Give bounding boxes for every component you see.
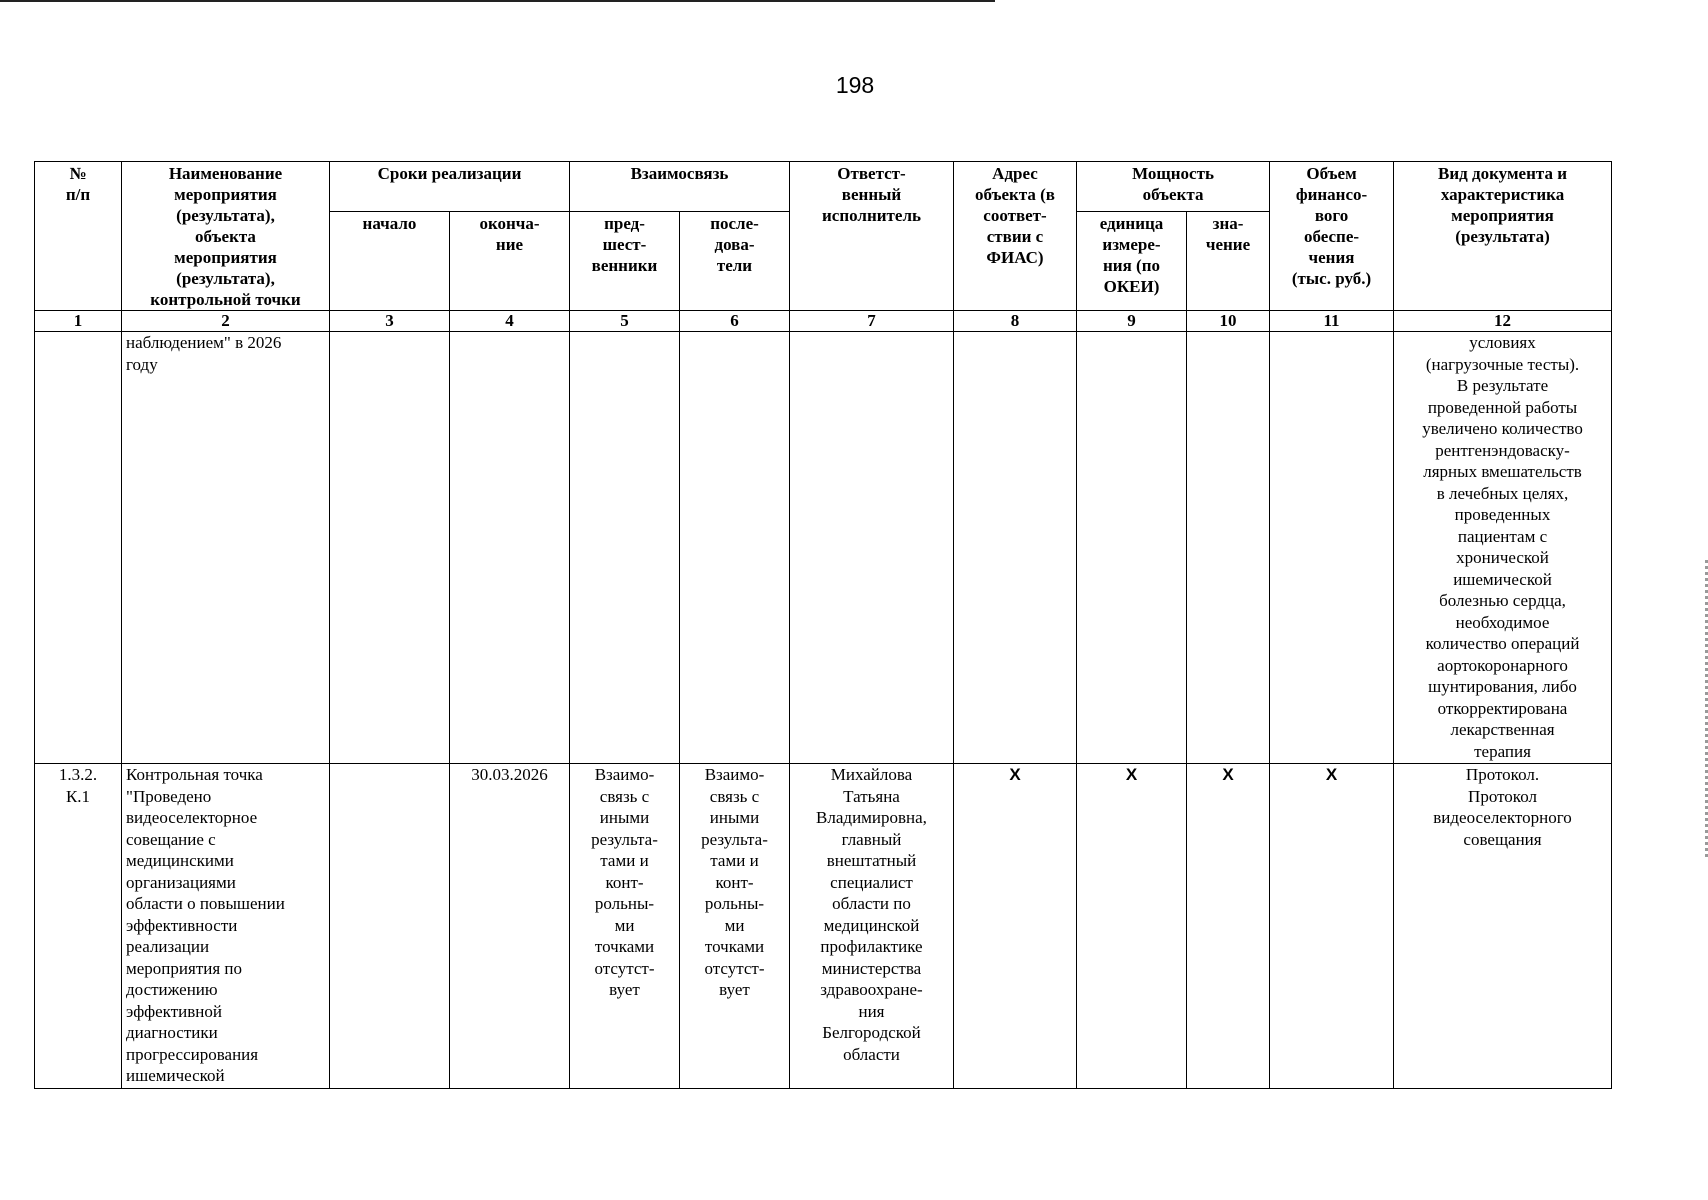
header-capacity: Мощность объекта bbox=[1077, 162, 1270, 212]
cell-responsible bbox=[790, 332, 954, 764]
header-name: Наименование мероприятия (результата), объекта мероприятия (результата), контрольной точки bbox=[122, 162, 330, 311]
header-terms-end: оконча- ние bbox=[450, 212, 570, 311]
cell-unit: X bbox=[1077, 764, 1187, 1089]
cell-start bbox=[330, 332, 450, 764]
column-number: 5 bbox=[570, 311, 680, 332]
column-number: 11 bbox=[1270, 311, 1394, 332]
cell-value bbox=[1187, 332, 1270, 764]
cell-address: X bbox=[954, 764, 1077, 1089]
header-finance: Объем финансо- вого обеспе- чения (тыс. руб.) bbox=[1270, 162, 1394, 311]
header-capacity-unit: единица измере- ния (по ОКЕИ) bbox=[1077, 212, 1187, 311]
header-terms-start: начало bbox=[330, 212, 450, 311]
header-responsible: Ответст- венный исполнитель bbox=[790, 162, 954, 311]
cell-end bbox=[450, 332, 570, 764]
cell-name: Контрольная точка "Проведено видеоселекторное совещание с медицинскими организациями области о повышении эффективности реализации мероприятия по достижению эффективной диагностики прогрессирования ишемической bbox=[122, 764, 330, 1089]
table-row-continuation bbox=[35, 332, 1612, 764]
cell-unit bbox=[1077, 332, 1187, 764]
cell-responsible: Михайлова Татьяна Владимировна, главный внештатный специалист области по медицинской профилактике министерства здравоохране- ния Белгородской области bbox=[790, 764, 954, 1089]
column-number: 10 bbox=[1187, 311, 1270, 332]
cell-finance bbox=[1270, 332, 1394, 764]
cell-start bbox=[330, 764, 450, 1089]
cell-pred bbox=[570, 332, 680, 764]
column-number: 12 bbox=[1394, 311, 1612, 332]
column-number: 1 bbox=[35, 311, 122, 332]
cell-post bbox=[680, 332, 790, 764]
table-row-control-point bbox=[35, 764, 1612, 1089]
column-number: 6 bbox=[680, 311, 790, 332]
header-address: Адрес объекта (в соответ- ствии с ФИАС) bbox=[954, 162, 1077, 311]
header-relation-pred: пред- шест- венники bbox=[570, 212, 680, 311]
header-num: № п/п bbox=[35, 162, 122, 311]
cell-value: X bbox=[1187, 764, 1270, 1089]
column-number: 9 bbox=[1077, 311, 1187, 332]
cell-num: 1.3.2. К.1 bbox=[35, 764, 122, 1089]
cell-address bbox=[954, 332, 1077, 764]
cell-finance: X bbox=[1270, 764, 1394, 1089]
cell-pred: Взаимо- связь с иными результа- тами и конт- рольны- ми точками отсутст- вует bbox=[570, 764, 680, 1089]
column-number: 4 bbox=[450, 311, 570, 332]
column-number-row bbox=[35, 311, 1612, 332]
cell-num bbox=[35, 332, 122, 764]
header-row-1 bbox=[35, 162, 1612, 212]
cell-doc: условиях (нагрузочные тесты). В результате проведенной работы увеличено количество рентгенэндоваску- лярных вмешательств в лечебных целях, проведенных пациентам с хронической ишемической болезнью сердца, необходимое количество операций аортокоронарного шунтирования, либо откорректирована лекарственная терапия bbox=[1394, 332, 1612, 764]
header-doc-type: Вид документа и характеристика мероприятия (результата) bbox=[1394, 162, 1612, 311]
cell-doc: Протокол. Протокол видеоселекторного совещания bbox=[1394, 764, 1612, 1089]
cell-post: Взаимо- связь с иными результа- тами и конт- рольны- ми точками отсутст- вует bbox=[680, 764, 790, 1089]
column-number: 3 bbox=[330, 311, 450, 332]
header-relation-post: после- дова- тели bbox=[680, 212, 790, 311]
cell-end: 30.03.2026 bbox=[450, 764, 570, 1089]
cell-name: наблюдением" в 2026 году bbox=[122, 332, 330, 764]
activity-table bbox=[34, 161, 1612, 1089]
header-terms: Сроки реализации bbox=[330, 162, 570, 212]
header-capacity-value: зна- чение bbox=[1187, 212, 1270, 311]
column-number: 8 bbox=[954, 311, 1077, 332]
page-number: 198 bbox=[835, 72, 875, 98]
column-number: 2 bbox=[122, 311, 330, 332]
scan-edge-line bbox=[0, 0, 995, 2]
header-relation: Взаимосвязь bbox=[570, 162, 790, 212]
column-number: 7 bbox=[790, 311, 954, 332]
